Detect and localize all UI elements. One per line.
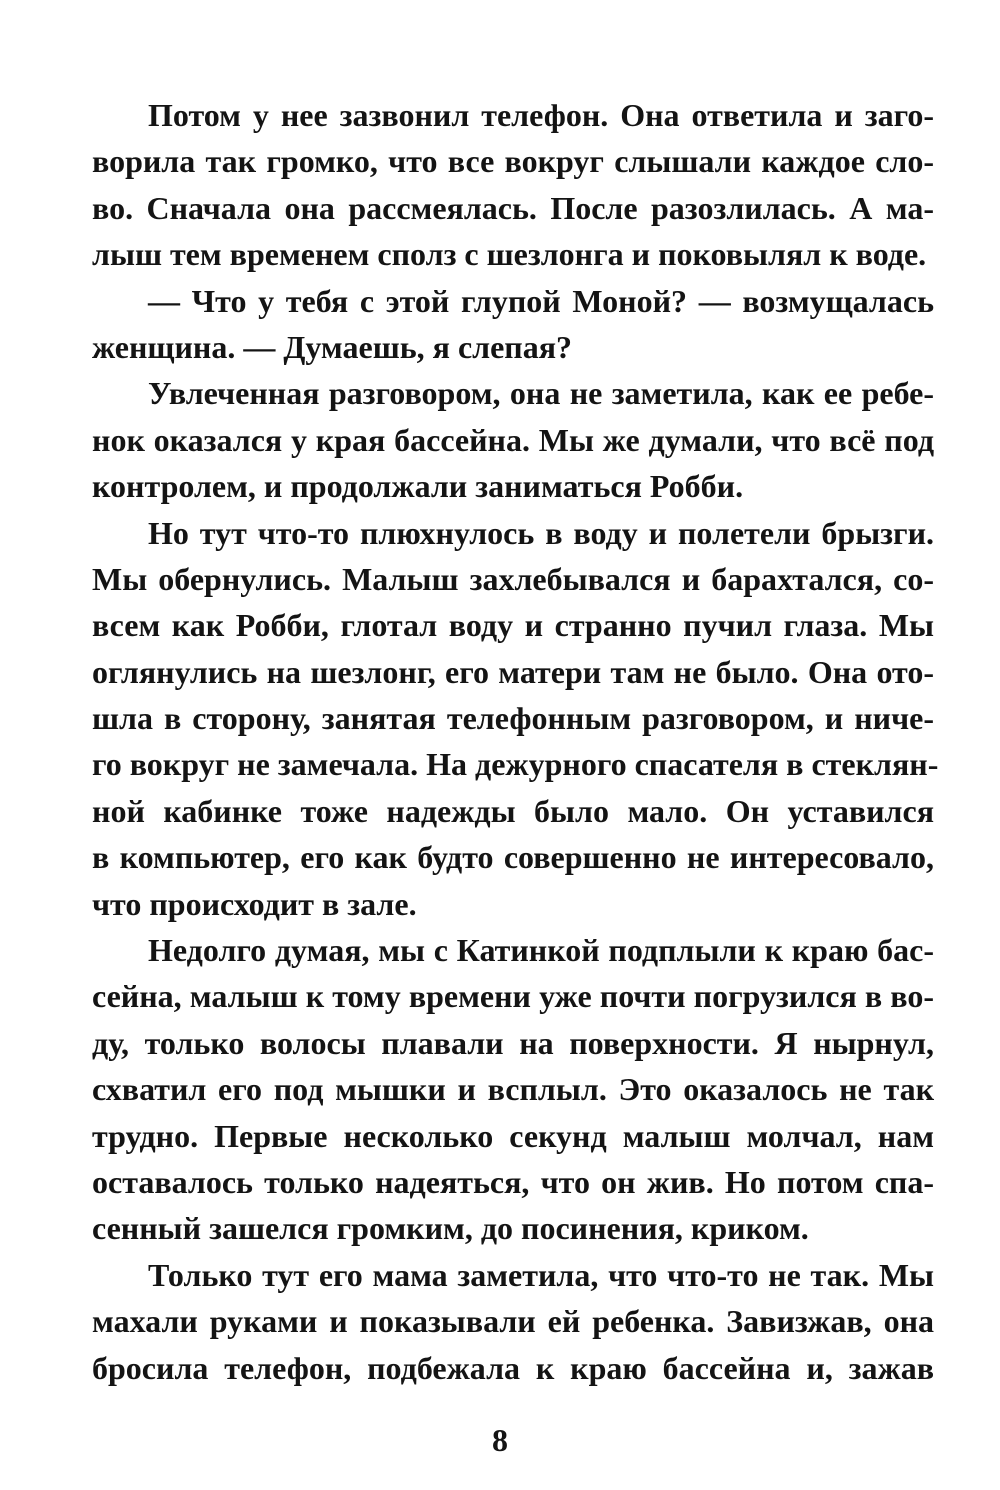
paragraph-1 <box>92 92 934 278</box>
text-line: ворила так громко, что все вокруг слышали каждое сло- <box>92 143 934 180</box>
text-line: оставалось только надеяться, что он жив. Но потом спа- <box>92 1163 934 1200</box>
body-text <box>92 92 939 1391</box>
text-line: в компьютер, его как будто совершенно не интересовало, <box>92 839 934 876</box>
text-line: шла в сторону, занятая телефонным разговором, и ниче- <box>92 700 934 737</box>
text-line: всем как Робби, глотал воду и странно пучил глаза. Мы <box>92 607 934 644</box>
paragraph-4 <box>92 510 939 928</box>
paragraph-5 <box>92 927 934 1252</box>
paragraph-2 <box>92 278 934 371</box>
text-line: махали руками и показывали ей ребенка. Завизжав, она <box>92 1303 934 1340</box>
text-line: контролем, и продолжали заниматься Робби. <box>92 468 744 505</box>
text-line: ной кабинке тоже надежды было мало. Он уставился <box>92 792 934 829</box>
text-line: оглянулись на шезлонг, его матери там не было. Она ото- <box>92 653 934 690</box>
page-number: 8 <box>492 1422 508 1458</box>
paragraph-6 <box>92 1252 934 1391</box>
text-line: Только тут его мама заметила, что что-то не так. Мы <box>148 1256 934 1293</box>
text-line: сенный зашелся громким, до посинения, криком. <box>92 1210 809 1247</box>
text-line: Недолго думая, мы с Катинкой подплыли к краю бас- <box>148 932 934 969</box>
text-line: го вокруг не замечала. На дежурного спасателя в стеклян- <box>92 746 939 783</box>
text-line: женщина. — Думаешь, я слепая? <box>92 328 573 365</box>
text-line: ду, только волосы плавали на поверхности. Я нырнул, <box>92 1024 934 1061</box>
text-line: во. Сначала она рассмеялась. После разозлилась. А ма- <box>92 189 934 226</box>
text-line: — Что у тебя с этой глупой Моной? — возмущалась <box>148 282 934 319</box>
text-line: Потом у нее зазвонил телефон. Она ответила и заго- <box>148 97 934 133</box>
text-line: что происходит в зале. <box>92 885 417 922</box>
text-line: Мы обернулись. Малыш захлебывался и барахтался, со- <box>92 560 934 597</box>
paragraph-3 <box>92 370 934 509</box>
text-line: бросила телефон, подбежала к краю бассейна и, зажав <box>92 1349 934 1386</box>
text-line: Увлеченная разговором, она не заметила, как ее ребе- <box>148 375 934 412</box>
text-line: Но тут что-то плюхнулось в воду и полетели брызги. <box>148 514 934 551</box>
text-line: трудно. Первые несколько секунд малыш молчал, нам <box>92 1117 934 1154</box>
text-line: сейна, малыш к тому времени уже почти погрузился в во- <box>92 978 934 1015</box>
text-line: нок оказался у края бассейна. Мы же думали, что всё под <box>92 421 934 458</box>
text-line: лыш тем временем сполз с шезлонга и поковылял к воде. <box>92 236 927 273</box>
text-line: схватил его под мышки и всплыл. Это оказалось не так <box>92 1071 934 1108</box>
